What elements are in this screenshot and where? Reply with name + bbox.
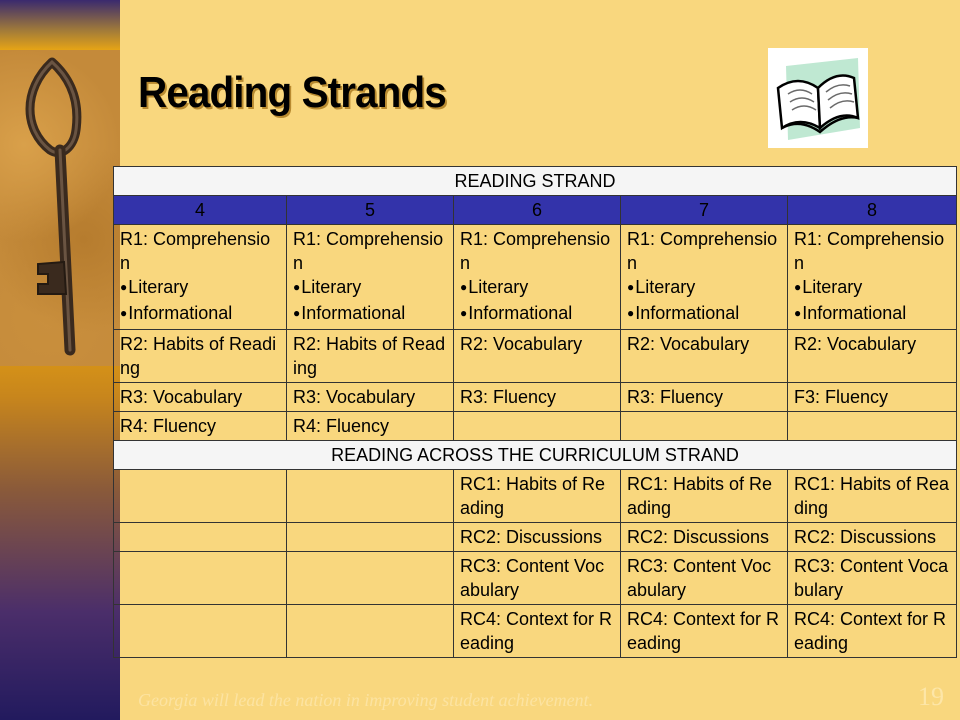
left-bar-top-gradient: [0, 0, 120, 50]
rc4-row: [114, 605, 957, 658]
r1-cell: [114, 225, 287, 330]
table-cell: RC2: Discussions: [621, 523, 788, 552]
bullet-icon: ●: [460, 306, 468, 320]
table-cell: [621, 412, 788, 441]
list-item: ●Literary: [794, 277, 863, 297]
rc2-row: [114, 523, 957, 552]
list-item: ●Literary: [293, 277, 362, 297]
r1-cell: [454, 225, 621, 330]
table-cell: RC1: Habits of Reading: [621, 470, 788, 523]
grade-header: 6: [454, 196, 621, 225]
slide-title: Reading Strands: [138, 68, 446, 117]
r1-row: [114, 225, 957, 330]
r1-head: R1: Comprehensio n: [794, 229, 945, 273]
table-cell: R2: Vocabulary: [788, 330, 957, 383]
reading-strands-table: [113, 166, 957, 658]
table-cell: [287, 552, 454, 605]
list-item: ●Literary: [120, 277, 189, 297]
table-cell: [114, 470, 287, 523]
list-item: ●Literary: [627, 277, 696, 297]
r1-cell: [621, 225, 788, 330]
table-cell: [287, 470, 454, 523]
r1-head: R1: Comprehensio n: [293, 229, 444, 273]
table-cell: RC3: Content Vocabulary: [454, 552, 621, 605]
list-item: ●Informational: [293, 303, 406, 323]
grade-header: 4: [114, 196, 287, 225]
bullet-icon: ●: [794, 306, 802, 320]
r1-head: R1: Comprehensio n: [460, 229, 611, 273]
table-cell: [287, 605, 454, 658]
r1-head: R1: Comprehensio n: [627, 229, 778, 273]
bullet-icon: ●: [293, 306, 301, 320]
table-cell: R2: Vocabulary: [621, 330, 788, 383]
bullet-icon: ●: [794, 280, 802, 294]
table-cell: [114, 605, 287, 658]
table-cell: R2: Habits of Reading: [114, 330, 287, 383]
grade-header: 5: [287, 196, 454, 225]
key-icon: [0, 50, 120, 366]
table-cell: R3: Vocabulary: [114, 383, 287, 412]
table-cell: [287, 523, 454, 552]
table-cell: RC4: Context for Reading: [454, 605, 621, 658]
table-cell: RC2: Discussions: [788, 523, 957, 552]
r1-cell: [788, 225, 957, 330]
key-photo: [0, 50, 120, 366]
table-cell: RC4: Context for Reading: [621, 605, 788, 658]
table-cell: [454, 412, 621, 441]
grade-header: 7: [621, 196, 788, 225]
table-cell: [788, 412, 957, 441]
r1-cell: [287, 225, 454, 330]
bullet-icon: ●: [627, 306, 635, 320]
table-cell: F3: Fluency: [788, 383, 957, 412]
list-item: ●Informational: [627, 303, 740, 323]
r2-row: [114, 330, 957, 383]
table-cell: R2: Habits of Reading: [287, 330, 454, 383]
slide-footer: Georgia will lead the nation in improving student achievement.: [138, 690, 594, 710]
reading-strand-header-row: [114, 167, 957, 196]
r3-row: [114, 383, 957, 412]
table-cell: RC1: Habits of Reading: [788, 470, 957, 523]
curriculum-strand-header-row: [114, 441, 957, 470]
table-cell: R3: Fluency: [454, 383, 621, 412]
list-item: ●Informational: [794, 303, 907, 323]
table-cell: RC1: Habits of Reading: [454, 470, 621, 523]
table-cell: [114, 523, 287, 552]
table-cell: R4: Fluency: [287, 412, 454, 441]
table-cell: RC4: Context for Reading: [788, 605, 957, 658]
list-item: ●Informational: [120, 303, 233, 323]
table-cell: RC3: Content Vocabulary: [788, 552, 957, 605]
table-cell: R3: Fluency: [621, 383, 788, 412]
slide-number: 19: [918, 682, 944, 711]
bullet-icon: ●: [460, 280, 468, 294]
bullet-icon: ●: [120, 280, 128, 294]
grade-row: [114, 196, 957, 225]
list-item: ●Informational: [460, 303, 573, 323]
grade-header: 8: [788, 196, 957, 225]
table-cell: R3: Vocabulary: [287, 383, 454, 412]
bullet-icon: ●: [627, 280, 635, 294]
open-book-icon: [768, 48, 868, 148]
table-cell: RC3: Content Vocabulary: [621, 552, 788, 605]
bullet-icon: ●: [120, 306, 128, 320]
r1-head: R1: Comprehensio n: [120, 229, 271, 273]
table-cell: R2: Vocabulary: [454, 330, 621, 383]
table-cell: [114, 552, 287, 605]
table-cell: RC2: Discussions: [454, 523, 621, 552]
r4-row: [114, 412, 957, 441]
reading-strand-header: READING STRAND: [114, 167, 957, 196]
curriculum-strand-header: READING ACROSS THE CURRICULUM STRAND: [114, 441, 957, 470]
rc3-row: [114, 552, 957, 605]
table-cell: R4: Fluency: [114, 412, 287, 441]
bullet-icon: ●: [293, 280, 301, 294]
list-item: ●Literary: [460, 277, 529, 297]
rc1-row: [114, 470, 957, 523]
